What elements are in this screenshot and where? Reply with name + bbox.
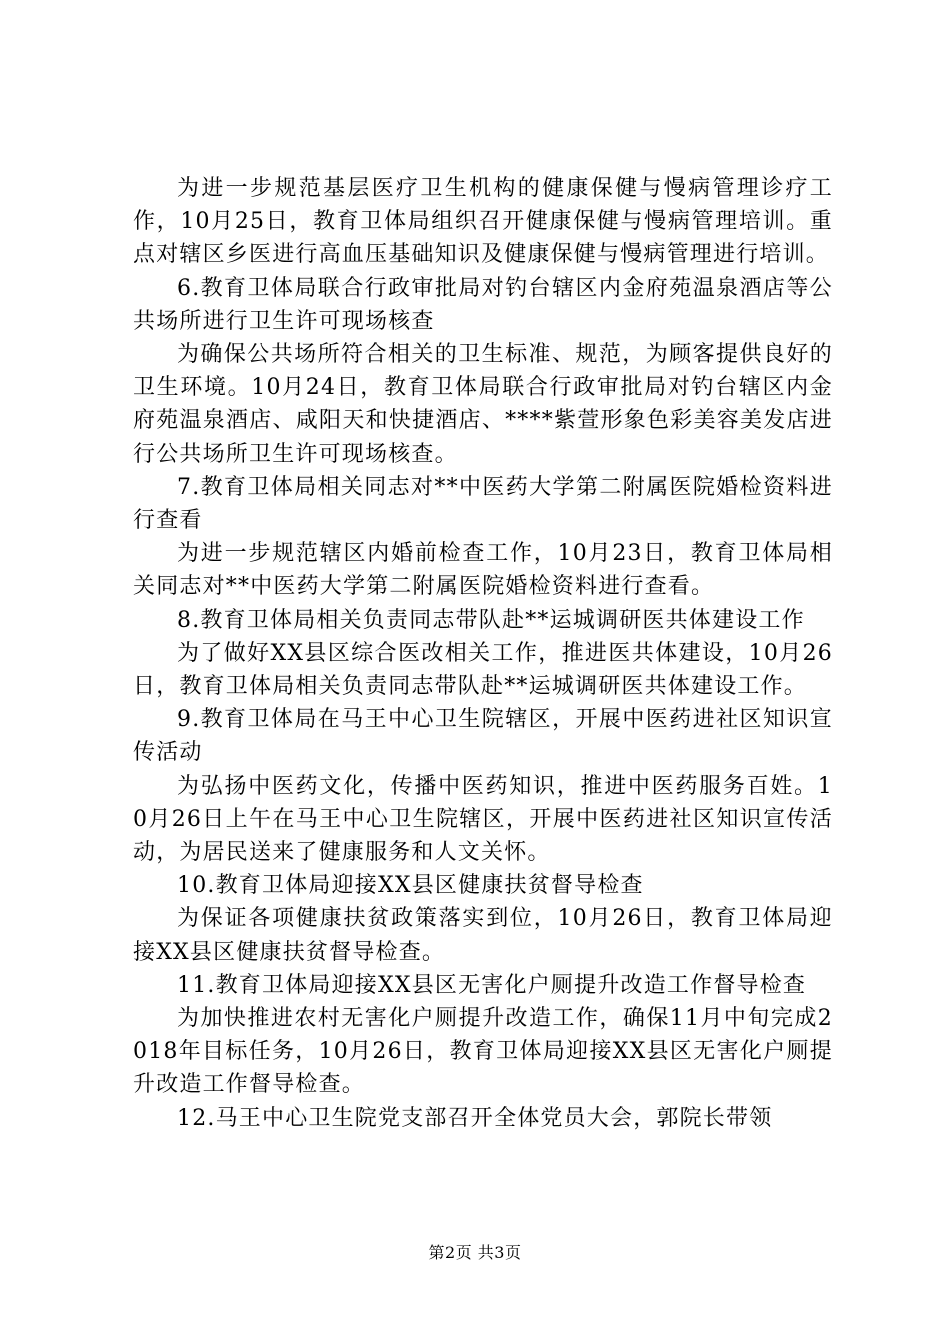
page-number-footer: 第2页 共3页 (428, 1243, 522, 1262)
heading-item-6: 6.教育卫体局联合行政审批局对钓台辖区内金府苑温泉酒店等公共场所进行卫生许可现场核查 (133, 275, 833, 334)
heading-item-9: 9.教育卫体局在马王中心卫生院辖区，开展中医药进社区知识宣传活动 (133, 707, 833, 766)
heading-item-11: 11.教育卫体局迎接XX县区无害化户厕提升改造工作督导检查 (177, 972, 807, 998)
paragraph-item-10: 为保证各项健康扶贫政策落实到位，10月26日，教育卫体局迎接XX县区健康扶贫督导检查。 (133, 906, 833, 965)
paragraph-training-intro: 为进一步规范基层医疗卫生机构的健康保健与慢病管理诊疗工作，10月25日，教育卫体局组织召开健康保健与慢病管理培训。重点对辖区乡医进行高血压基础知识及健康保健与慢病管理进行培训。 (133, 176, 833, 268)
heading-item-8: 8.教育卫体局相关负责同志带队赴**运城调研医共体建设工作 (177, 607, 805, 633)
paragraph-item-9: 为弘扬中医药文化，传播中医药知识，推进中医药服务百姓。10月26日上午在马王中心卫生院辖区，开展中医药进社区知识宣传活动，为居民送来了健康服务和人文关怀。 (133, 773, 833, 866)
paragraph-item-7: 为进一步规范辖区内婚前检查工作，10月23日，教育卫体局相关同志对**中医药大学第二附属医院婚检资料进行查看。 (133, 541, 833, 600)
paragraph-item-8: 为了做好XX县区综合医改相关工作，推进医共体建设，10月26日，教育卫体局相关负责同志带队赴**运城调研医共体建设工作。 (133, 640, 833, 700)
paragraph-item-6: 为确保公共场所符合相关的卫生标准、规范，为顾客提供良好的卫生环境。10月24日，教育卫体局联合行政审批局对钓台辖区内金府苑温泉酒店、咸阳天和快捷酒店、****紫萱形象色彩美容美发店进行公共场所卫生许可现场核查。 (133, 342, 833, 467)
heading-item-10: 10.教育卫体局迎接XX县区健康扶贫督导检查 (177, 873, 644, 899)
heading-item-12: 12.马王中心卫生院党支部召开全体党员大会，郭院长带领 (177, 1105, 773, 1131)
document-body (133, 172, 833, 1135)
paragraph-item-11: 为加快推进农村无害化户厕提升改造工作，确保11月中旬完成2018年目标任务，10月26日，教育卫体局迎接XX县区无害化户厕提升改造工作督导检查。 (133, 1006, 833, 1098)
heading-item-7: 7.教育卫体局相关同志对**中医药大学第二附属医院婚检资料进行查看 (133, 474, 833, 534)
